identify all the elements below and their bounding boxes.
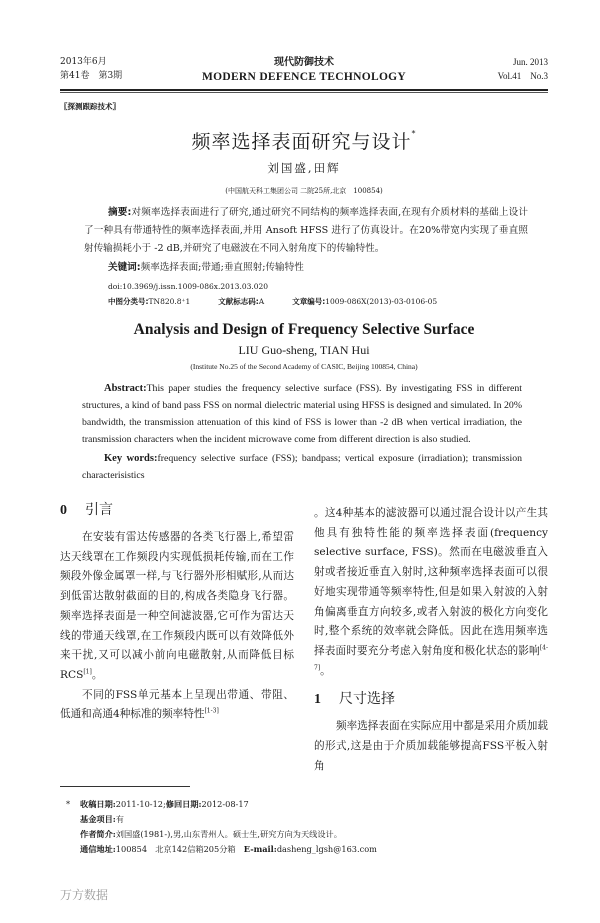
issue-date-cn: 2013年6月 xyxy=(60,57,107,67)
document-code: 文献标志码:A xyxy=(218,297,265,306)
footnote-address: 通信地址:100854 北京142信箱205分箱 E-mail:dasheng_lgsh@163.com xyxy=(80,844,377,855)
affiliation-en: (Institute No.25 of the Second Academy of CASIC, Beijing 100854, China) xyxy=(190,362,418,371)
affiliation-cn: (中国航天科工集团公司 二院25所,北京 100854) xyxy=(225,187,383,195)
authors-en: LIU Guo-sheng, TIAN Hui xyxy=(238,343,370,357)
watermark: 万方数据 xyxy=(60,888,109,903)
paper-title-cn xyxy=(60,130,548,154)
keywords-en-text: frequency selective surface (FSS); bandpass; vertical exposure (irradiation); transmission characterisistics xyxy=(82,453,523,481)
footnote-rule xyxy=(60,786,190,787)
paragraph: 在安装有雷达传感器的各类飞行器上,希望雷达天线罩在工作频段内实现低损耗传输,而在工作频段外像金属罩一样,与飞行器外形相赋形,从而达到低雷达散射截面的目的,构成各类隐身飞行器。频率选择表面是一种空间滤波器,它可作为雷达天线的带通天线罩,在工作频段内既可以有效降低外来干扰,又可以减小前向电磁散射,从而降低目标RCS[1]。 xyxy=(60,531,294,681)
issue-date-en: Jun. 2013 xyxy=(512,57,548,67)
paragraph: 不同的FSS单元基本上呈现出带通、带阻、低通和高通4种标准的频率特性[1-3] xyxy=(60,688,294,721)
footnote-dates: * 收稿日期:2011-10-12;修回日期:2012-08-17 xyxy=(80,797,548,812)
journal-name-en: MODERN DEFENCE TECHNOLOGY xyxy=(201,71,407,83)
citation: [1] xyxy=(83,668,92,676)
volume-en: Vol.41 No.3 xyxy=(497,71,548,81)
abstract-cn xyxy=(84,204,528,258)
running-header xyxy=(60,55,548,85)
keywords-cn-label: 关键词: xyxy=(108,262,141,273)
paragraph-continued: 。这4种基本的滤波器可以通过混合设计以产生其他具有独特性能的频率选择表面(frequency selective surface, FSS)。然而在电磁波垂直入射或者接近垂直入射时,这种频率选择表面可以很好地实现带通等频率特性,但是如果入射波的入射角偏离垂直方向较多,或者入射波的极化方向变化时,整个系统的效率就会降低。因此在选用频率选择表面时要充分考虑入射角度和极化状态的影响[4-7]。 xyxy=(314,507,548,677)
journal-name-cn: 现代防御技术 xyxy=(274,57,334,68)
email-link[interactable]: dasheng_lgsh@163.com xyxy=(276,844,377,855)
clc-number: 中图分类号:TN820.8⁺1 xyxy=(108,297,191,306)
header-right xyxy=(428,55,548,83)
paper-title-en: Analysis and Design of Frequency Selective Surface xyxy=(133,321,475,338)
footnote-bio: 作者简介:刘国盛(1981-),男,山东青州人。硕士生,研究方向为天线设计。 xyxy=(80,829,342,840)
paragraph: 频率选择表面在实际应用中都是采用介质加载的形式,这是由于介质加载能够提高FSS平板入射角 xyxy=(314,720,548,772)
footnote xyxy=(66,797,548,857)
abstract-en xyxy=(82,380,522,484)
body-columns xyxy=(60,498,548,776)
title-text: 频率选择表面研究与设计 xyxy=(191,131,412,153)
section-heading-introduction: 0 引言 xyxy=(60,502,113,518)
section-tag: 〖探测跟踪技术〗 xyxy=(60,102,120,111)
article-id: 文章编号:1009-086X(2013)-03-0106-05 xyxy=(292,297,438,306)
keywords-cn xyxy=(108,259,548,277)
abstract-cn-label: 摘要: xyxy=(108,207,132,218)
journal-name xyxy=(180,55,428,85)
abstract-en-label: Abstract: xyxy=(104,383,147,394)
body-column-right xyxy=(314,504,548,776)
abstract-en-text: This paper studies the frequency selective surface (FSS). By investigating FSS in different structures, a kind of band pass FSS on normal dielectric material using HFSS is designed and simulated. In 20% bandwidth, the transmission attenuation of this kind of FSS is lower than -2 dB when vertical irradiation, the transmission characters when the incident microwave come from different direction is also studied. xyxy=(82,383,522,445)
classification-line xyxy=(108,296,548,308)
volume-cn: 第41卷 第3期 xyxy=(60,71,123,81)
authors-cn: 刘国盛,田辉 xyxy=(267,161,341,175)
doi: doi:10.3969/j.issn.1009-086x.2013.03.020 xyxy=(108,282,269,291)
keywords-en-label: Key words: xyxy=(104,453,158,464)
body-column-left xyxy=(60,498,294,725)
abstract-cn-text: 对频率选择表面进行了研究,通过研究不同结构的频率选择表面,在现有介质材料的基础上设计了一种具有带通特性的频率选择表面,并用 Ansoft HFSS 进行了仿真设计。在20%带宽内实现了垂直照射传输损耗小于 -2 dB,并研究了电磁波在不同入射角度下的传输特性。 xyxy=(84,207,528,254)
title-footnote-mark: * xyxy=(411,129,417,138)
footnote-fund: 基金项目:有 xyxy=(80,814,124,825)
section-heading-size-selection: 1 尺寸选择 xyxy=(314,691,395,708)
header-rule xyxy=(60,89,548,91)
citation: [1-3] xyxy=(204,707,219,715)
header-left xyxy=(60,55,180,83)
keywords-cn-text: 频率选择表面;带通;垂直照射;传输特性 xyxy=(140,262,304,273)
header-rule-thin xyxy=(60,92,548,93)
footnote-bullet: * xyxy=(66,799,71,810)
citation: [4-7] xyxy=(314,644,548,672)
